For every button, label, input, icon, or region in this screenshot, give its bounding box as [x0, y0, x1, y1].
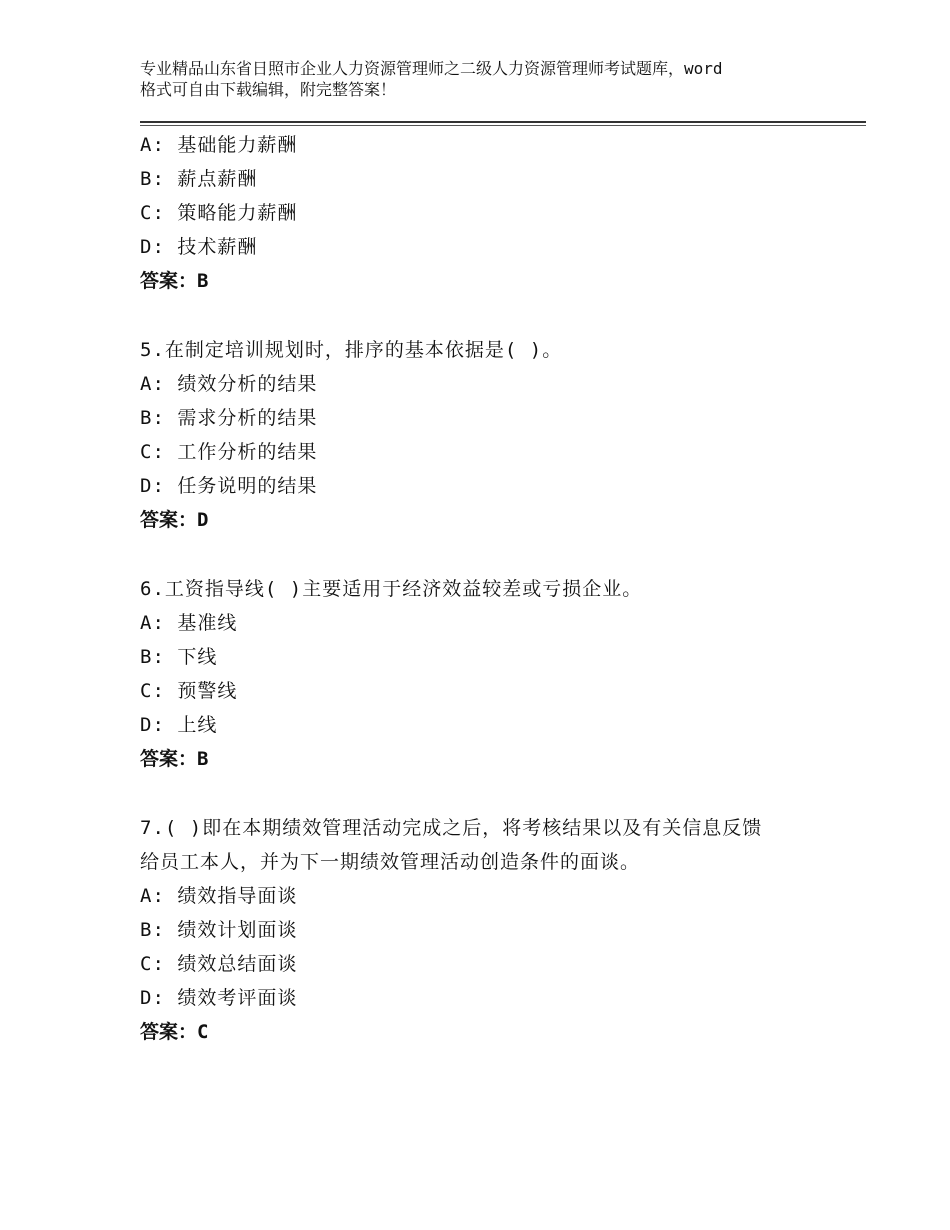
question-text-line-2: 给员工本人，并为下一期绩效管理活动创造条件的面谈。 — [140, 851, 641, 873]
option-a: A: 绩效分析的结果 — [140, 373, 318, 395]
header-divider — [140, 121, 866, 123]
answer-label: 答案： — [140, 1021, 198, 1043]
option-c: C: 策略能力薪酬 — [140, 202, 298, 224]
header-line-1: 专业精品山东省日照市企业人力资源管理师之二级人力资源管理师考试题库，word — [140, 59, 723, 78]
option-d: D: 技术薪酬 — [140, 236, 258, 258]
question-block-4 — [140, 128, 840, 298]
spacer — [140, 776, 840, 811]
option-a: A: 绩效指导面谈 — [140, 885, 298, 907]
option-c: C: 绩效总结面谈 — [140, 953, 298, 975]
question-block-5 — [140, 333, 840, 537]
answer-line — [140, 264, 840, 298]
question-text: 6.工资指导线( )主要适用于经济效益较差或亏损企业。 — [140, 578, 643, 600]
document-header — [140, 58, 840, 100]
option-d: D: 任务说明的结果 — [140, 475, 318, 497]
option-b: B: 需求分析的结果 — [140, 407, 318, 429]
answer-line — [140, 503, 840, 537]
answer-label: 答案： — [140, 748, 198, 770]
question-block-7 — [140, 811, 840, 1049]
answer-label: 答案： — [140, 270, 198, 292]
spacer — [140, 298, 840, 333]
header-divider-thin — [140, 125, 866, 126]
question-list — [140, 128, 840, 1049]
answer-value: B — [197, 748, 210, 770]
header-line-2: 格式可自由下载编辑，附完整答案！ — [140, 80, 397, 99]
question-text-line-1: 7.( )即在本期绩效管理活动完成之后，将考核结果以及有关信息反馈 — [140, 817, 763, 839]
option-d: D: 上线 — [140, 714, 218, 736]
option-a: A: 基准线 — [140, 612, 238, 634]
option-c: C: 预警线 — [140, 680, 238, 702]
answer-value: C — [197, 1021, 210, 1043]
answer-value: D — [197, 509, 210, 531]
option-d: D: 绩效考评面谈 — [140, 987, 298, 1009]
option-c: C: 工作分析的结果 — [140, 441, 318, 463]
question-block-6 — [140, 572, 840, 776]
spacer — [140, 537, 840, 572]
question-text: 5.在制定培训规划时，排序的基本依据是( )。 — [140, 339, 563, 361]
option-a: A: 基础能力薪酬 — [140, 134, 298, 156]
option-b: B: 下线 — [140, 646, 218, 668]
answer-line — [140, 742, 840, 776]
answer-label: 答案： — [140, 509, 198, 531]
answer-line — [140, 1015, 840, 1049]
answer-value: B — [197, 270, 210, 292]
option-b: B: 绩效计划面谈 — [140, 919, 298, 941]
option-b: B: 薪点薪酬 — [140, 168, 258, 190]
